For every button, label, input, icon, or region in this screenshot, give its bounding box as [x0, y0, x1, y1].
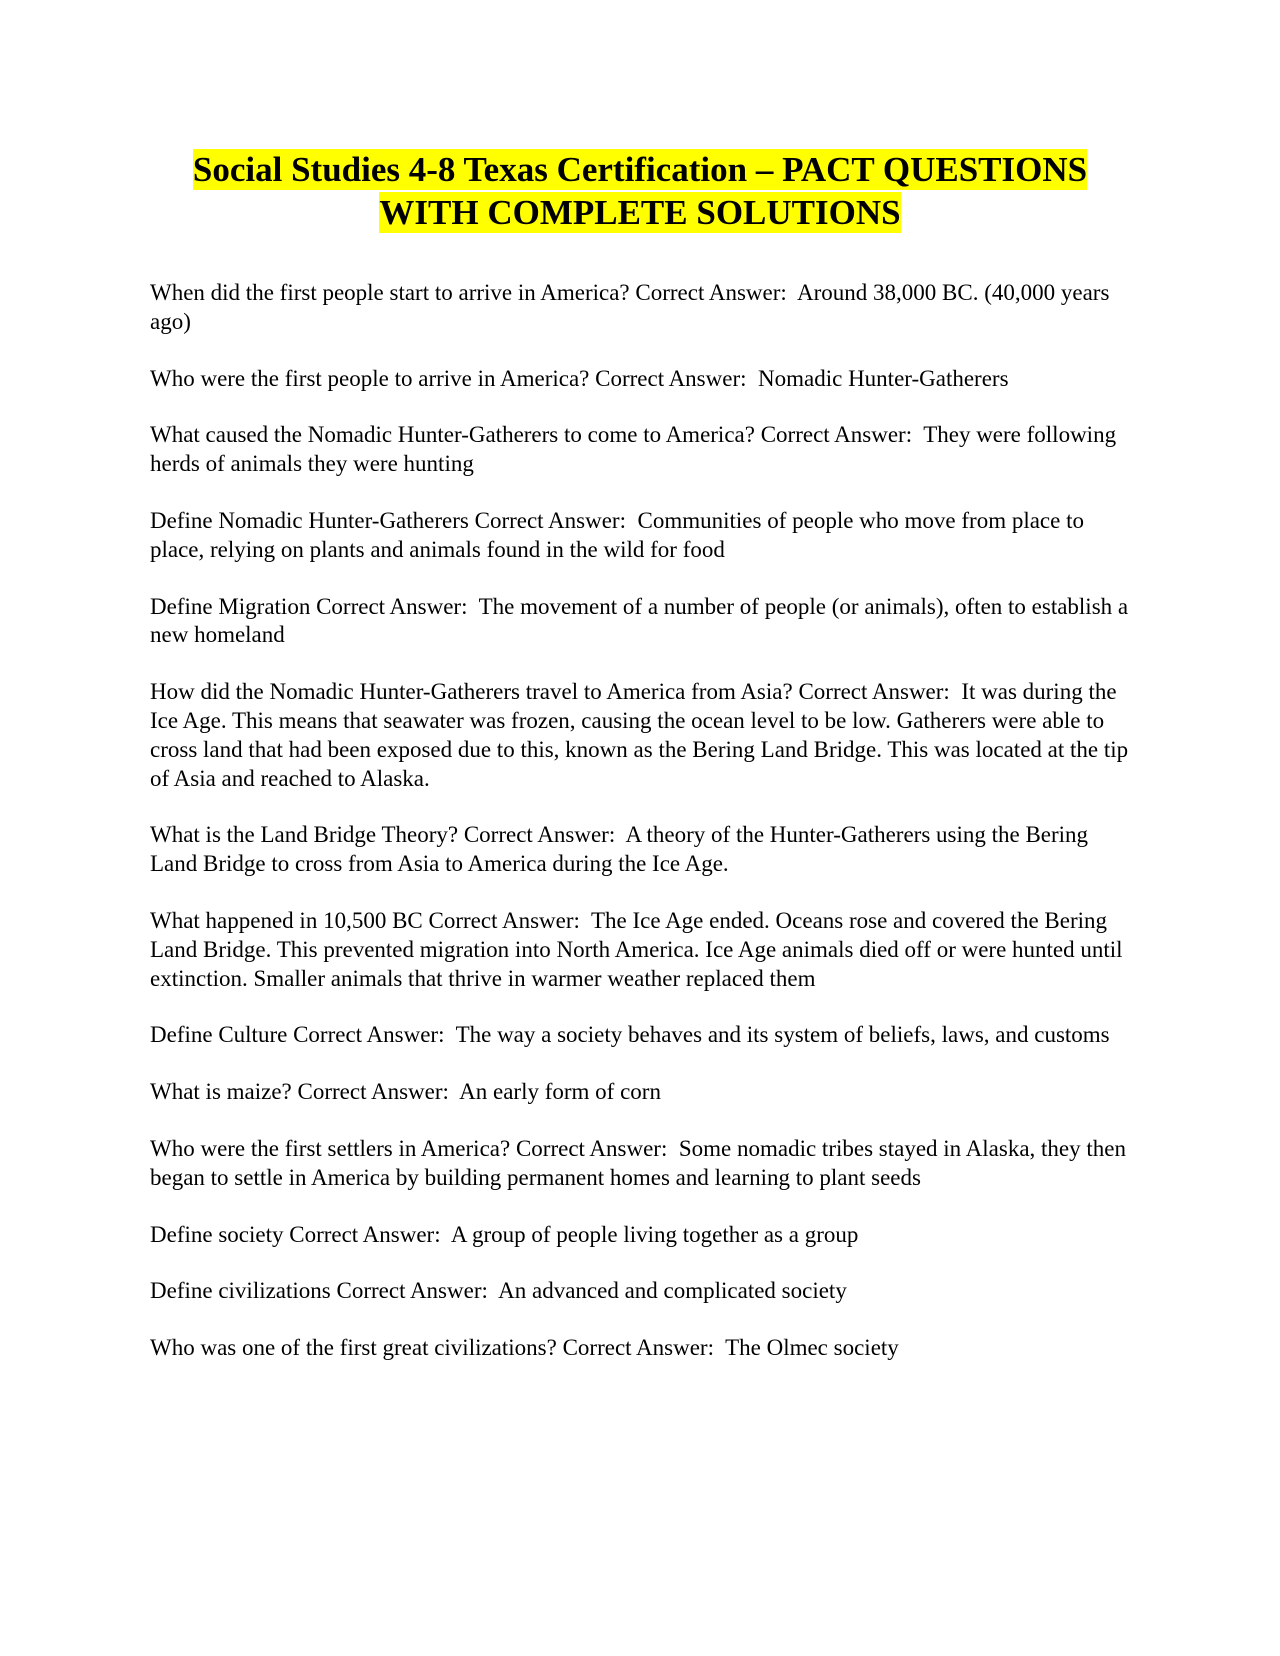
- answer-text: Some nomadic tribes stayed in Alaska, they then began to settle in America by building permanent homes and learning to plant seeds: [150, 1135, 1126, 1190]
- answer-label: Correct Answer:: [562, 1335, 714, 1361]
- answer-label: Correct Answer:: [635, 280, 787, 305]
- qa-item: [150, 421, 1130, 479]
- answer-label: Correct Answer:: [515, 1135, 668, 1161]
- qa-item: [150, 1334, 1130, 1363]
- qa-item: [150, 821, 1130, 879]
- document-title: [150, 148, 1130, 234]
- question-text: Define society: [150, 1221, 284, 1247]
- qa-item: [150, 1078, 1130, 1107]
- qa-item: [150, 507, 1130, 565]
- qa-item: [150, 907, 1130, 993]
- question-text: Who were the first settlers in America?: [150, 1135, 511, 1161]
- qa-item: [150, 1135, 1130, 1193]
- answer-label: Correct Answer:: [463, 822, 616, 848]
- question-text: What caused the Nomadic Hunter-Gatherers to come to America?: [150, 422, 755, 448]
- answer-text: An advanced and complicated society: [498, 1278, 847, 1304]
- answer-label: Correct Answer:: [798, 679, 950, 705]
- answer-label: Correct Answer:: [595, 365, 747, 391]
- answer-text: It was during the Ice Age. This means that seawater was frozen, causing the ocean level to be low. Gatherers were able to cross land that had been exposed due to this, known as the Bering Land Bridge. This was located at the tip of Asia and reached to Alaska.: [150, 679, 1129, 791]
- question-text: Define Nomadic Hunter-Gatherers: [150, 507, 469, 533]
- qa-item: [150, 593, 1130, 651]
- answer-text: The Ice Age ended. Oceans rose and covered the Bering Land Bridge. This prevented migration into North America. Ice Age animals died off or were hunted until extinction. Smaller animals that thrive in warmer weather replaced them: [150, 907, 1123, 991]
- answer-label: Correct Answer:: [316, 593, 468, 619]
- qa-item: [150, 365, 1130, 394]
- question-text: When did the first people start to arrive in America?: [150, 280, 630, 305]
- answer-label: Correct Answer:: [297, 1079, 449, 1105]
- answer-text: They were following herds of animals they were hunting: [150, 422, 1117, 477]
- answer-text: An early form of corn: [459, 1079, 661, 1105]
- qa-item: [150, 279, 1130, 337]
- answer-text: The Olmec society: [725, 1335, 899, 1361]
- question-text: Who were the first people to arrive in America?: [150, 365, 590, 391]
- answer-label: Correct Answer:: [289, 1221, 441, 1247]
- answer-text: Around 38,000 BC. (40,000 years ago): [150, 280, 1110, 334]
- answer-label: Correct Answer:: [474, 507, 626, 533]
- question-text: What is the Land Bridge Theory?: [150, 822, 459, 848]
- answer-label: Correct Answer:: [293, 1022, 445, 1048]
- question-text: What happened in 10,500 BC: [150, 907, 423, 933]
- qa-item: [150, 1221, 1130, 1250]
- answer-text: Nomadic Hunter-Gatherers: [758, 365, 1009, 391]
- question-text: Define civilizations: [150, 1278, 331, 1304]
- question-text: What is maize?: [150, 1079, 292, 1105]
- title-line-1: Social Studies 4-8 Texas Certification – PACT QUESTIONS: [192, 150, 1088, 189]
- answer-text: The movement of a number of people (or animals), often to establish a new homeland: [150, 593, 1129, 648]
- question-text: Who was one of the first great civilizations?: [150, 1335, 557, 1361]
- answer-label: Correct Answer:: [336, 1278, 488, 1304]
- answer-text: Communities of people who move from place to place, relying on plants and animals found in the wild for food: [150, 507, 1084, 562]
- question-text: Define Migration: [150, 593, 311, 619]
- answer-text: A group of people living together as a group: [450, 1221, 859, 1247]
- answer-text: A theory of the Hunter-Gatherers using the Bering Land Bridge to cross from Asia to America during the Ice Age.: [150, 822, 1089, 877]
- qa-item: [150, 1277, 1130, 1306]
- question-answer-list: [150, 279, 1130, 1391]
- qa-item: [150, 1021, 1130, 1050]
- title-line-2: WITH COMPLETE SOLUTIONS: [379, 193, 901, 232]
- answer-label: Correct Answer:: [760, 422, 913, 448]
- qa-item: [150, 678, 1130, 793]
- answer-label: Correct Answer:: [428, 907, 580, 933]
- question-text: How did the Nomadic Hunter-Gatherers travel to America from Asia?: [150, 679, 793, 705]
- question-text: Define Culture: [150, 1022, 288, 1048]
- answer-text: The way a society behaves and its system of beliefs, laws, and customs: [455, 1022, 1110, 1048]
